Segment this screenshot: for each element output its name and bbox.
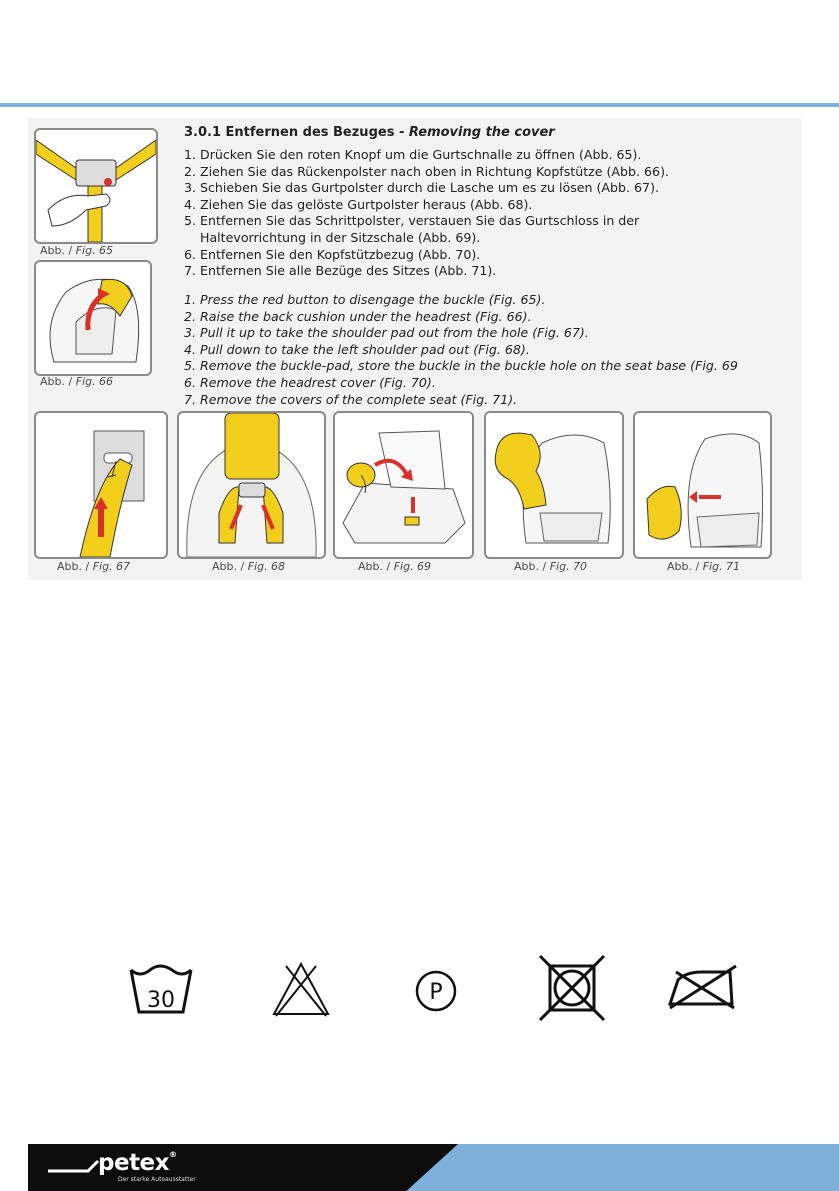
figure-66 xyxy=(34,260,152,376)
list-item: 4. Ziehen Sie das gelöste Gurtpolster heraus (Abb. 68). xyxy=(184,196,533,212)
list-item: Haltevorrichtung in der Sitzschale (Abb. 69). xyxy=(200,229,481,245)
list-item: 1. Drücken Sie den roten Knopf um die Gurtschnalle zu öffnen (Abb. 65). xyxy=(184,147,642,162)
list-item: 6. Entfernen Sie den Kopfstützbezug (Abb. 70). xyxy=(184,246,481,262)
caption-fig-68: Abb. / Fig. 68 xyxy=(212,560,286,573)
top-rule xyxy=(0,103,839,107)
figure-67 xyxy=(34,411,168,559)
list-item: 1. Press the red button to disengage the buckle (Fig. 65). xyxy=(184,292,546,307)
figure-70 xyxy=(484,411,624,559)
caption-fig-70: Abb. / Fig. 70 xyxy=(514,560,588,573)
caption-fig-69: Abb. / Fig. 69 xyxy=(358,560,432,573)
svg-text:P: P xyxy=(429,980,443,1005)
figure-69 xyxy=(333,411,474,559)
list-item: 7. Remove the covers of the complete seat (Fig. 71). xyxy=(184,391,518,407)
caption-fig-66: Abb. / Fig. 66 xyxy=(40,375,114,388)
list-item: 5. Entfernen Sie das Schrittpolster, verstauen Sie das Gurtschloss in der xyxy=(184,213,640,229)
list-item: 3. Pull it up to take the shoulder pad out from the hole (Fig. 67). xyxy=(184,325,589,341)
no-iron-icon xyxy=(666,960,738,1012)
figure-68 xyxy=(177,411,326,559)
figure-65 xyxy=(34,128,158,244)
caption-fig-67: Abb. / Fig. 67 xyxy=(57,560,131,573)
steps-german xyxy=(184,147,669,280)
brand-logo: petex® xyxy=(98,1150,177,1176)
caption-fig-71: Abb. / Fig. 71 xyxy=(667,560,741,573)
section-heading: 3.0.1 Entfernen des Bezuges - Removing the cover xyxy=(184,125,555,140)
caption-fig-65: Abb. / Fig. 65 xyxy=(40,244,114,257)
svg-text:30: 30 xyxy=(147,988,175,1013)
figure-71 xyxy=(633,411,772,559)
petex-logo-swoosh-icon xyxy=(48,1158,100,1177)
list-item: 2. Ziehen Sie das Rückenpolster nach oben in Richtung Kopfstütze (Abb. 66). xyxy=(184,163,669,179)
list-item: 7. Entfernen Sie alle Bezüge des Sitzes (Abb. 71). xyxy=(184,263,497,279)
list-item: 3. Schieben Sie das Gurtpolster durch die Lasche um es zu lösen (Abb. 67). xyxy=(184,180,659,196)
care-symbols xyxy=(0,950,839,1030)
brand-tagline: Der starke Autoausstatter xyxy=(118,1176,196,1183)
list-item: 5. Remove the buckle-pad, store the buckle in the buckle hole on the seat base (Fig. 69 xyxy=(184,358,738,374)
wash-30-icon xyxy=(128,962,194,1016)
list-item: 6. Remove the headrest cover (Fig. 70). xyxy=(184,374,436,390)
dry-clean-p-icon xyxy=(414,969,458,1013)
no-bleach-icon xyxy=(270,958,332,1020)
list-item: 2. Raise the back cushion under the headrest (Fig. 66). xyxy=(184,308,532,324)
list-item: 4. Pull down to take the left shoulder pad out (Fig. 68). xyxy=(184,341,530,357)
no-tumble-dry-icon xyxy=(538,954,606,1024)
steps-english xyxy=(184,292,738,408)
